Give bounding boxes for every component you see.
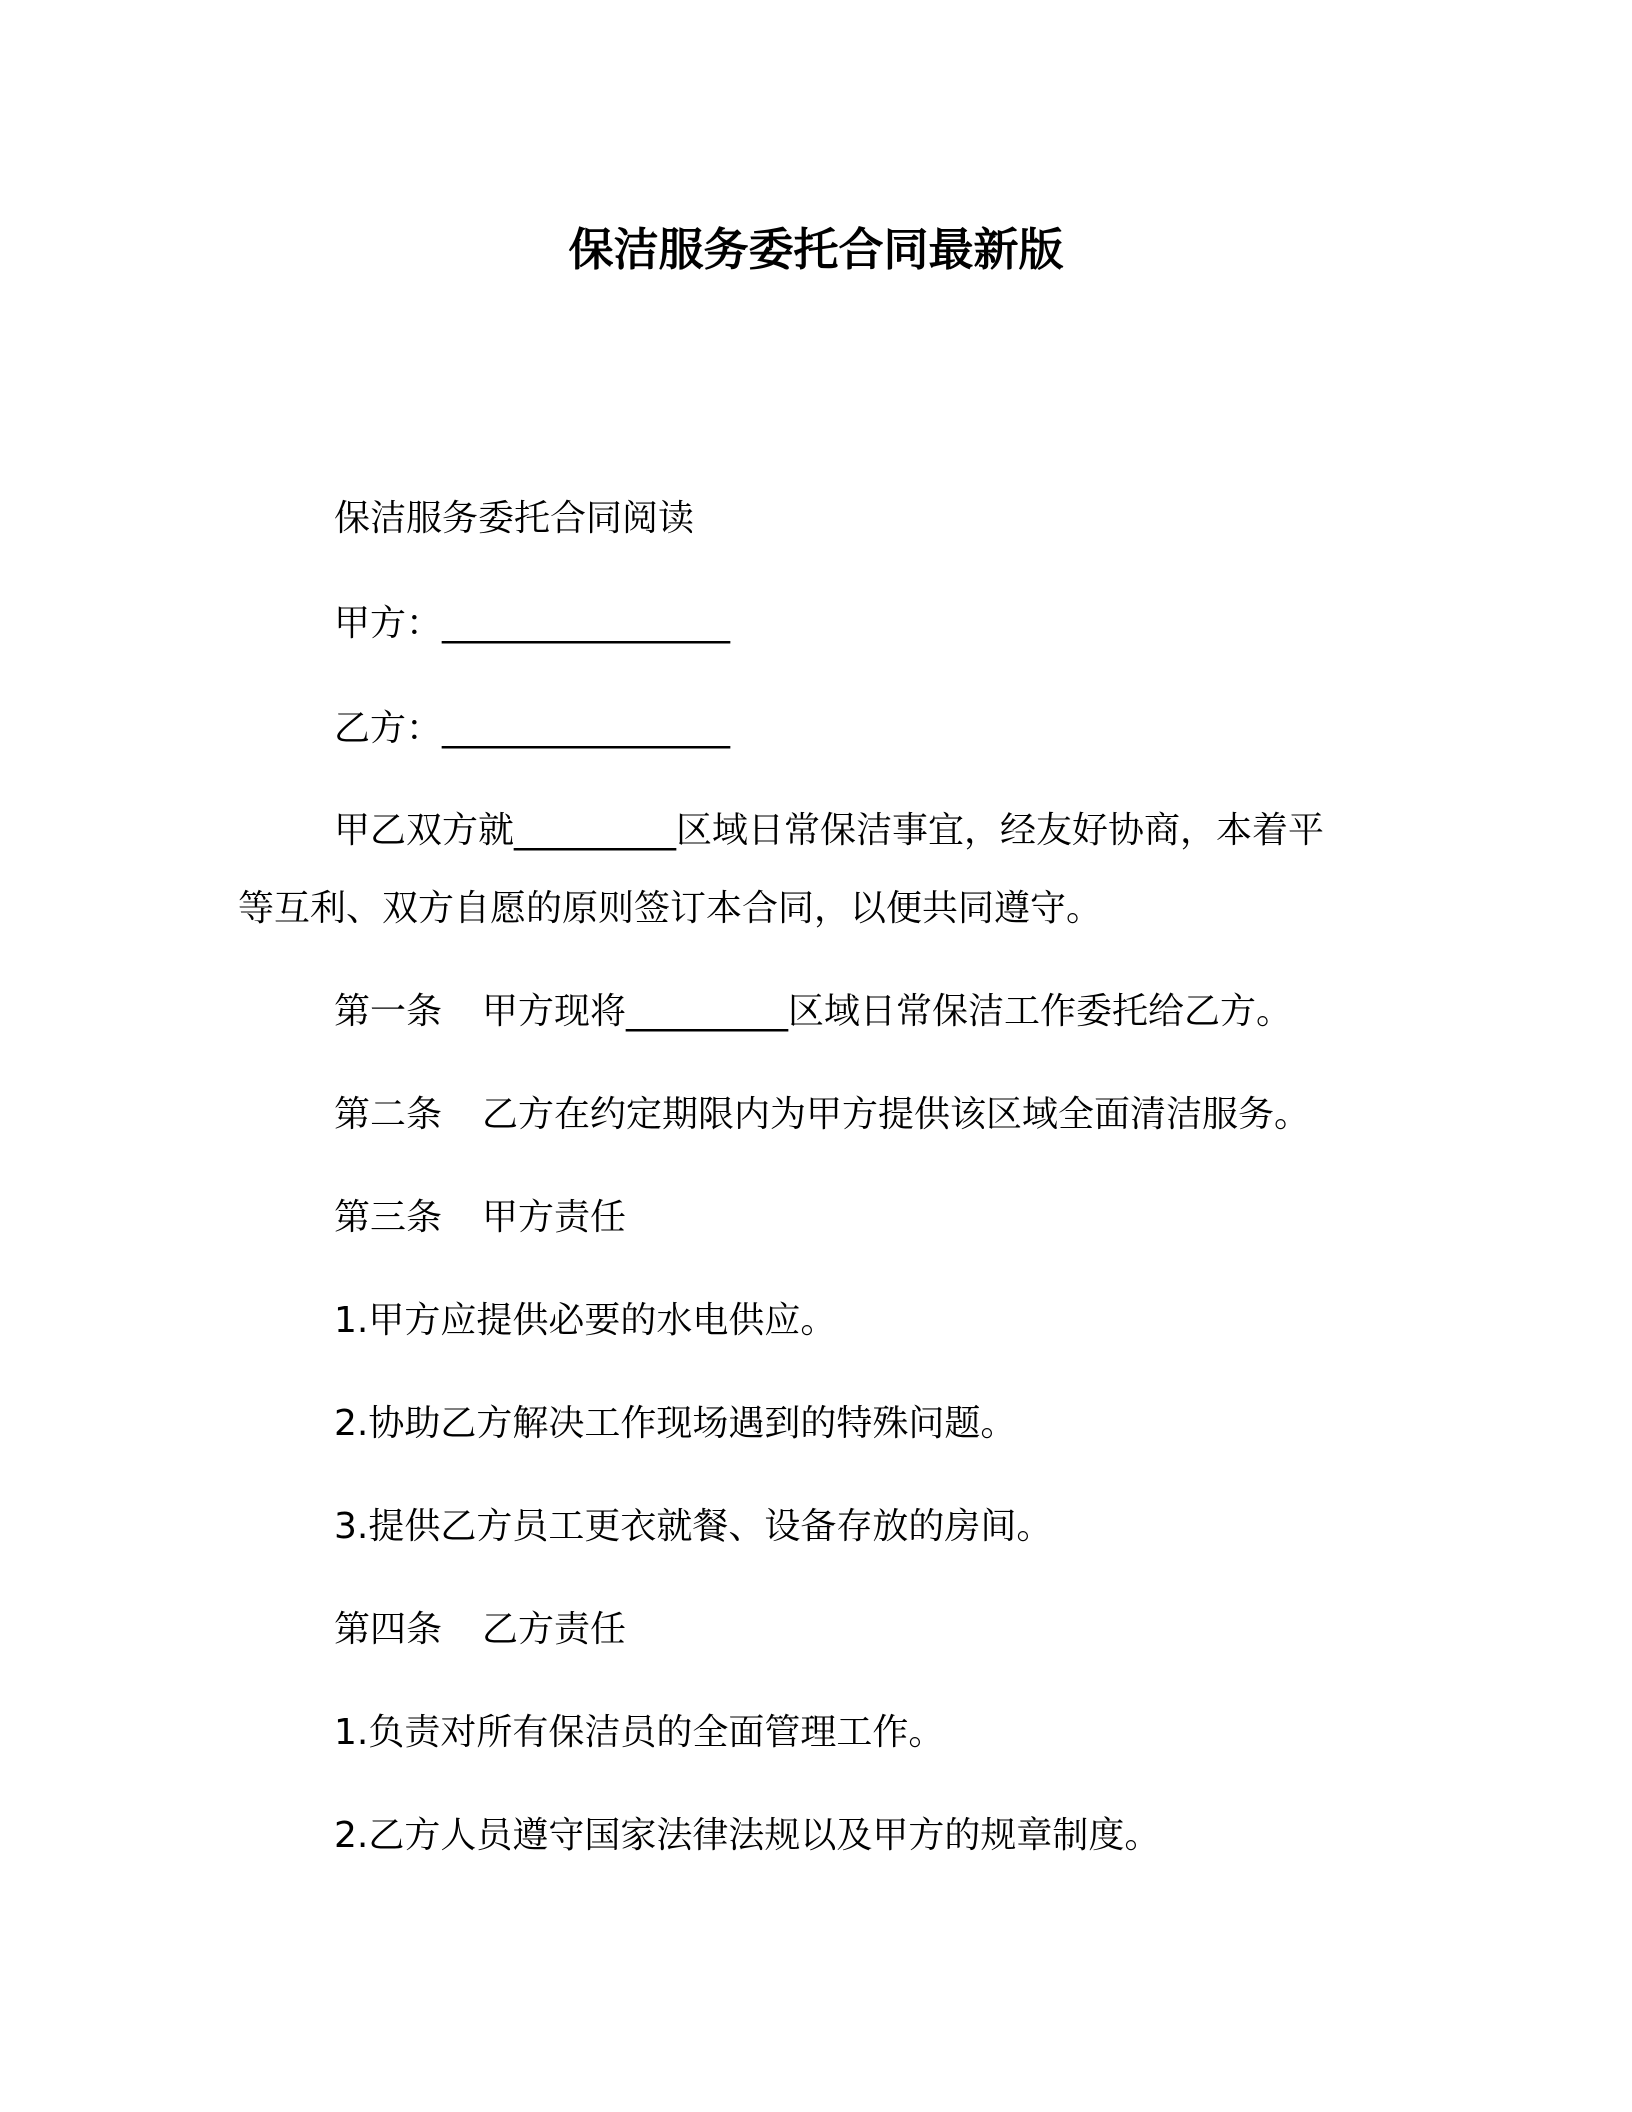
article-1 [334, 989, 1292, 1035]
document-title: 保洁服务委托合同最新版 [568, 223, 1064, 276]
article-1-label: 第一条 [334, 991, 443, 1032]
article-3-label: 第三条 [334, 1197, 443, 1238]
party-a-duty-3: 3.提供乙方员工更衣就餐、设备存放的房间。 [334, 1506, 1053, 1547]
article-1-text: 甲方现将_________区域日常保洁工作委托给乙方。 [482, 991, 1293, 1032]
article-2-text: 乙方在约定期限内为甲方提供该区域全面清洁服务。 [482, 1094, 1311, 1135]
intro-paragraph-line-2: 等互利、双方自愿的原则签订本合同，以便共同遵守。 [238, 888, 1103, 929]
article-4-label: 第四条 [334, 1609, 443, 1650]
document-subtitle: 保洁服务委托合同阅读 [334, 498, 695, 539]
party-b-line: 乙方：________________ [334, 708, 731, 749]
article-4 [334, 1607, 626, 1653]
party-a-line: 甲方：________________ [334, 603, 731, 644]
article-3-text: 甲方责任 [482, 1197, 627, 1238]
article-2 [334, 1092, 1310, 1138]
party-a-duty-2: 2.协助乙方解决工作现场遇到的特殊问题。 [334, 1403, 1017, 1444]
article-4-text: 乙方责任 [482, 1609, 627, 1650]
intro-paragraph-line-1: 甲乙双方就_________区域日常保洁事宜，经友好协商，本着平 [334, 810, 1325, 851]
party-a-duty-1: 1.甲方应提供必要的水电供应。 [334, 1300, 837, 1341]
article-3 [334, 1195, 626, 1241]
article-2-label: 第二条 [334, 1094, 443, 1135]
party-b-duty-2: 2.乙方人员遵守国家法律法规以及甲方的规章制度。 [334, 1815, 1161, 1856]
party-b-duty-1: 1.负责对所有保洁员的全面管理工作。 [334, 1712, 945, 1753]
